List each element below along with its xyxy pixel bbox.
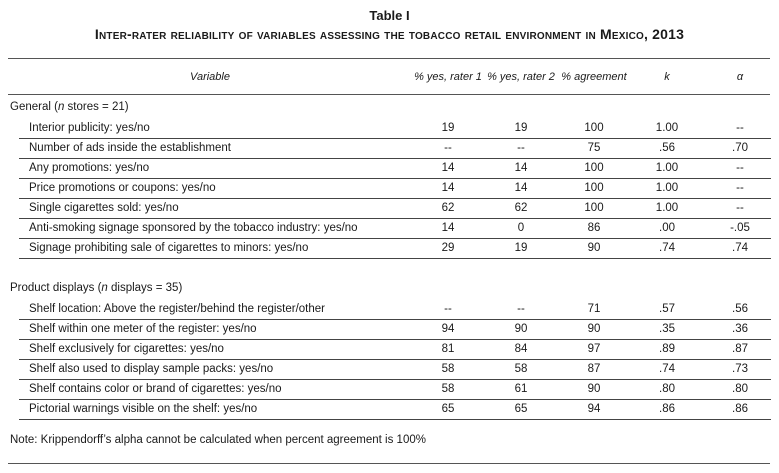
cell-alpha: -- (736, 202, 744, 214)
table-row (19, 219, 771, 239)
cell-kappa: .80 (659, 383, 675, 395)
table-row (19, 159, 771, 179)
section-title: Product displays (n displays = 35) (10, 282, 183, 294)
cell-rater2: 19 (514, 122, 528, 134)
cell-rater1: -- (444, 142, 452, 154)
table-row (19, 360, 771, 380)
cell-variable: Single cigarettes sold: yes/no (29, 202, 179, 214)
cell-kappa: .00 (659, 222, 675, 234)
cell-agreement: 90 (587, 383, 601, 395)
cell-alpha: -.05 (730, 222, 750, 234)
cell-rater1: 58 (441, 383, 455, 395)
cell-variable: Number of ads inside the establishment (29, 142, 231, 154)
bottom-rule (8, 463, 770, 464)
table-row (19, 239, 771, 259)
cell-kappa: .35 (659, 323, 675, 335)
cell-rater2: 19 (514, 242, 528, 254)
cell-agreement: 86 (587, 222, 601, 234)
header-rater1: % yes, rater 1 (414, 71, 482, 83)
cell-variable: Shelf location: Above the register/behind the register/other (29, 303, 325, 315)
cell-agreement: 100 (584, 182, 604, 194)
cell-kappa: .74 (659, 363, 675, 375)
table-row (19, 119, 771, 139)
cell-variable: Shelf within one meter of the register: yes/no (29, 323, 257, 335)
cell-variable: Shelf exclusively for cigarettes: yes/no (29, 343, 224, 355)
cell-kappa: 1.00 (655, 162, 679, 174)
cell-rater1: 14 (441, 162, 455, 174)
cell-rater2: 14 (514, 162, 528, 174)
cell-alpha: -- (736, 182, 744, 194)
cell-kappa: .89 (659, 343, 675, 355)
cell-kappa: .74 (659, 242, 675, 254)
cell-rater1: -- (444, 303, 452, 315)
cell-rater1: 58 (441, 363, 455, 375)
table-row (19, 199, 771, 219)
cell-kappa: .86 (659, 403, 675, 415)
cell-kappa: 1.00 (655, 182, 679, 194)
cell-alpha: .73 (732, 363, 748, 375)
cell-rater1: 94 (441, 323, 455, 335)
table-row (19, 179, 771, 199)
cell-agreement: 90 (587, 323, 601, 335)
cell-rater2: 84 (514, 343, 528, 355)
table-row (19, 340, 771, 360)
cell-rater2: 0 (517, 222, 525, 234)
table-row (19, 400, 771, 420)
header-rater2: % yes, rater 2 (487, 71, 555, 83)
cell-rater2: -- (517, 142, 525, 154)
cell-rater1: 19 (441, 122, 455, 134)
header-agreement: % agreement (561, 71, 627, 83)
row-divider (19, 258, 771, 259)
header-kappa: k (664, 71, 670, 83)
cell-rater2: 58 (514, 363, 528, 375)
header-alpha: α (736, 71, 744, 83)
table-title: Table I (369, 8, 410, 23)
table-row (19, 380, 771, 400)
cell-variable: Shelf contains color or brand of cigarettes: yes/no (29, 383, 282, 395)
table-row (19, 320, 771, 340)
cell-alpha: .86 (732, 403, 748, 415)
cell-alpha: .80 (732, 383, 748, 395)
cell-rater2: 90 (514, 323, 528, 335)
section-title: General (n stores = 21) (10, 101, 129, 113)
cell-variable: Any promotions: yes/no (29, 162, 150, 174)
cell-alpha: .56 (732, 303, 748, 315)
cell-rater2: 61 (514, 383, 528, 395)
table-row (19, 139, 771, 159)
table-note: Note: Krippendorff’s alpha cannot be calculated when percent agreement is 100% (10, 434, 426, 446)
cell-variable: Shelf also used to display sample packs: yes/no (29, 363, 274, 375)
cell-rater2: 65 (514, 403, 528, 415)
cell-variable: Signage prohibiting sale of cigarettes to minors: yes/no (29, 242, 309, 254)
table-subtitle: Inter-rater reliability of variables assessing the tobacco retail environment in Mexico, 2013 (94, 26, 685, 42)
cell-rater1: 65 (441, 403, 455, 415)
cell-kappa: .57 (659, 303, 675, 315)
cell-agreement: 97 (587, 343, 601, 355)
cell-variable: Price promotions or coupons: yes/no (29, 182, 216, 194)
cell-alpha: .74 (732, 242, 748, 254)
cell-alpha: -- (736, 122, 744, 134)
cell-variable: Anti-smoking signage sponsored by the tobacco industry: yes/no (29, 222, 358, 234)
cell-rater2: 14 (514, 182, 528, 194)
cell-rater1: 29 (441, 242, 455, 254)
cell-rater2: 62 (514, 202, 528, 214)
cell-agreement: 71 (587, 303, 601, 315)
cell-agreement: 87 (587, 363, 601, 375)
cell-alpha: .87 (732, 343, 748, 355)
cell-variable: Interior publicity: yes/no (29, 122, 150, 134)
cell-rater1: 81 (441, 343, 455, 355)
cell-alpha: .70 (732, 142, 748, 154)
cell-alpha: -- (736, 162, 744, 174)
top-rule (8, 58, 770, 59)
cell-kappa: 1.00 (655, 122, 679, 134)
cell-agreement: 100 (584, 202, 604, 214)
table-row (19, 300, 771, 320)
header-rule (8, 94, 770, 95)
cell-variable: Pictorial warnings visible on the shelf: yes/no (29, 403, 258, 415)
cell-agreement: 100 (584, 162, 604, 174)
header-variable: Variable (190, 71, 230, 83)
cell-alpha: .36 (732, 323, 748, 335)
cell-kappa: .56 (659, 142, 675, 154)
cell-agreement: 94 (587, 403, 601, 415)
cell-agreement: 75 (587, 142, 601, 154)
cell-agreement: 100 (584, 122, 604, 134)
cell-kappa: 1.00 (655, 202, 679, 214)
cell-agreement: 90 (587, 242, 601, 254)
cell-rater1: 62 (441, 202, 455, 214)
cell-rater1: 14 (441, 222, 455, 234)
cell-rater1: 14 (441, 182, 455, 194)
row-divider (19, 419, 771, 420)
cell-rater2: -- (517, 303, 525, 315)
